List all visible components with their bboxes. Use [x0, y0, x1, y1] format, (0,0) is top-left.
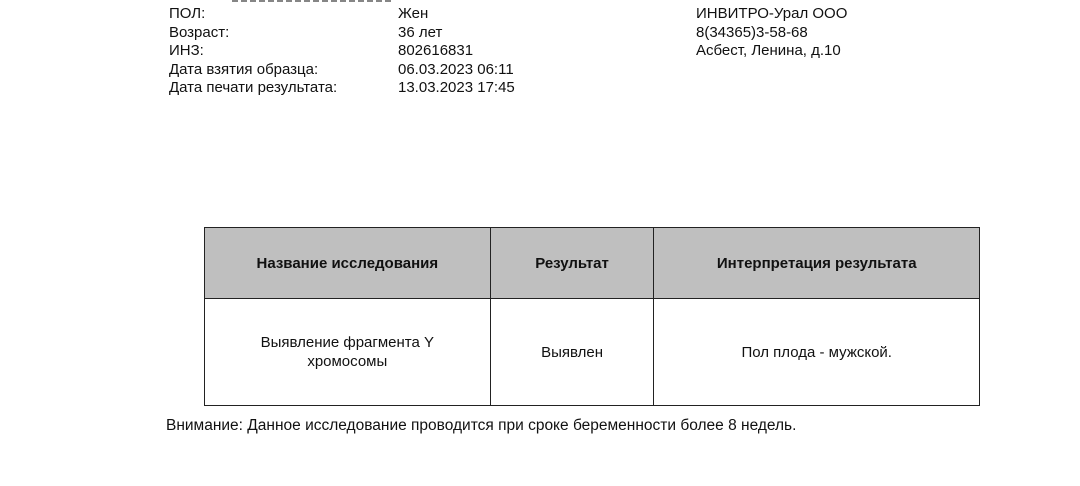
- info-row-sample-date: [169, 61, 598, 80]
- results-table: [204, 227, 980, 406]
- info-row-print-date: [169, 79, 598, 98]
- info-value: 06.03.2023 06:11: [398, 60, 514, 78]
- info-label: ПОЛ:: [169, 5, 206, 22]
- info-value: 36 лет: [398, 23, 443, 41]
- info-row-sex: [169, 5, 598, 24]
- info-value: Жен: [398, 5, 429, 22]
- info-label: Дата взятия образца:: [169, 60, 319, 78]
- test-name-text: Выявление фрагмента Y хромосомы: [260, 334, 435, 370]
- info-label: ИНЗ:: [169, 42, 204, 59]
- header-interpretation: Интерпретация результата: [654, 228, 980, 299]
- header-result: Результат: [490, 228, 654, 299]
- patient-info: [169, 5, 598, 98]
- cropped-heading: [232, 0, 392, 2]
- info-row-age: [169, 24, 598, 43]
- lab-address: Асбест, Ленина, д.10: [696, 42, 841, 59]
- cell-test-name: [205, 299, 491, 406]
- table-row: [205, 299, 980, 406]
- info-label: Возраст:: [169, 23, 230, 41]
- info-row-inz: [169, 42, 598, 61]
- cell-result: Выявлен: [490, 299, 654, 406]
- notice-text: Внимание: Данное исследование проводится при сроке беременности более 8 недель.: [166, 417, 797, 434]
- info-value: 13.03.2023 17:45: [398, 79, 515, 96]
- cell-interpretation: Пол плода - мужской.: [654, 299, 980, 406]
- info-value: 802616831: [398, 42, 474, 59]
- header-test-name: Название исследования: [205, 228, 491, 299]
- lab-phone: 8(34365)3-58-68: [696, 23, 808, 41]
- lab-info: [696, 5, 847, 61]
- lab-name: ИНВИТРО-Урал ООО: [696, 5, 848, 22]
- table-header-row: [205, 228, 980, 299]
- info-label: Дата печати результата:: [169, 79, 338, 96]
